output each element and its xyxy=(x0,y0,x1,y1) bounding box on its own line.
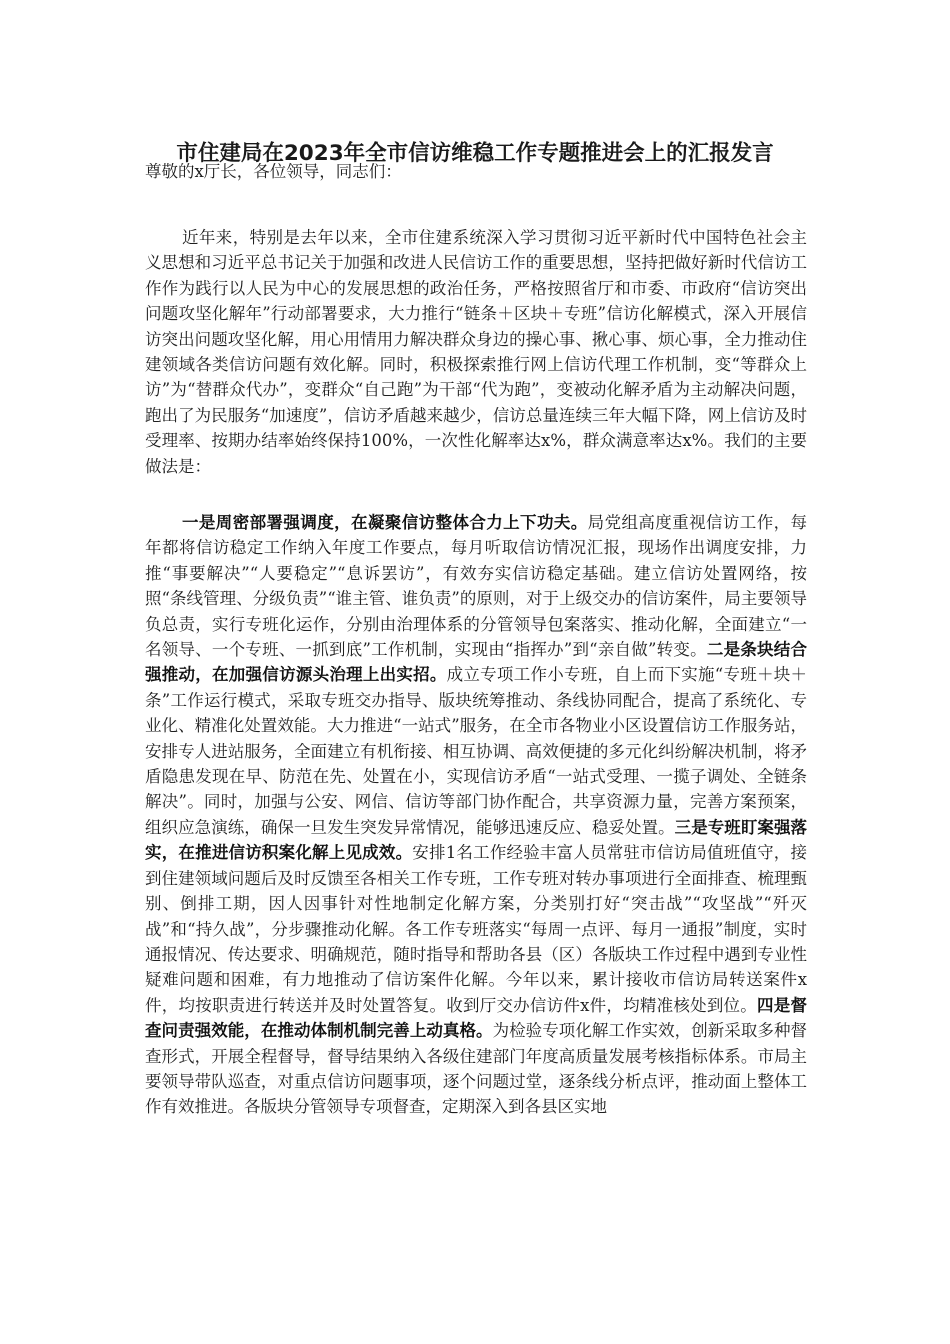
section-heading-3: 三是专班盯案强落实，在推进信访积案化解上见成效。 xyxy=(145,817,807,863)
document-title: 市住建局在2023年全市信访维稳工作专题推进会上的汇报发言 xyxy=(176,141,774,166)
section-heading-1: 一是周密部署强调度，在凝聚信访整体合力上下功夫。 xyxy=(182,513,588,532)
section-text-3: 安排1名工作经验丰富人员常驻市信访局值班值守，接到住建领域问题后及时反馈至各相关工作专班，工作专班对转办事项进行全面排查、梳理甄别、倒排工期，因人因事针对性地制定化解方案，分类别打好“突击战”“攻坚战”“歼灭战”和“持久战”，分步骤推动化解。各工作专班落实“每周一点评、每月一通报”制度，实时通报情况、传达要求、明确规范，随时指导和帮助各县（区）各版块工作过程中遇到专业性疑难问题和困难，有力地推动了信访案件化解。今年以来，累计接收市信访局转送案件x件，均按职责进行转送并及时处置答复。收到厅交办信访件x件，均精准核处到位。 xyxy=(145,843,808,1015)
section-heading-2: 二是条块结合强推动，在加强信访源头治理上出实招。 xyxy=(145,640,807,685)
measures-paragraph xyxy=(145,510,807,1120)
section-heading-4: 四是督查问责强效能，在推动体制机制完善上动真格。 xyxy=(145,995,808,1041)
section-text-2: 成立专项工作小专班，自上而下实施“专班＋块＋条”工作运行模式，采取专班交办指导、版块统筹推动、条线协同配合，提高了系统化、专业化、精准化处置效能。大力推进“一站式”服务，在全市各物业小区设置信访工作服务站，安排专人进站服务，全面建立有机衔接、相互协调、高效便捷的多元化纠纷解决机制，将矛盾隐患发现在早、防范在先、处置在小，实现信访矛盾“一站式受理、一揽子调处、全链条解决”。同时，加强与公安、网信、信访等部门协作配合，共享资源力量，完善方案预案，组织应急演练，确保一旦发生突发异常情况，能够迅速反应、稳妥处置。 xyxy=(145,665,808,837)
intro-paragraph: 近年来，特别是去年以来，全市住建系统深入学习贯彻习近平新时代中国特色社会主义思想和习近平总书记关于加强和改进人民信访工作的重要思想，坚持把做好新时代信访工作作为践行以人民为中心的发展思想的政治任务，严格按照省厅和市委、市政府“信访突出问题攻坚化解年”行动部署要求，大力推行“链条＋区块＋专班”信访化解模式，深入开展信访突出问题攻坚化解，用心用情用力解决群众身边的操心事、揪心事、烦心事，全力推动住建领域各类信访问题有效化解。同时，积极探索推行网上信访代理工作机制，变“等群众上访”为“替群众代办”，变群众“自己跑”为干部“代为跑”，变被动化解矛盾为主动解决问题，跑出了为民服务“加速度”，信访矛盾越来越少，信访总量连续三年大幅下降，网上信访及时受理率、按期办结率始终保持100%，一次性化解率达x%，群众满意率达x%。我们的主要做法是： xyxy=(145,228,807,476)
salutation: 尊敬的x厅长，各位领导，同志们： xyxy=(145,162,402,181)
section-text-4: 为检验专项化解工作实效，创新采取多种督查形式，开展全程督导，督导结果纳入各级住建部门年度高质量发展考核指标体系。市局主要领导带队巡查，对重点信访问题事项，逐个问题过堂，逐条线分析点评，推动面上整体工作有效推进。各版块分管领导专项督查，定期深入到各县区实地 xyxy=(145,1021,808,1117)
section-text-1: 局党组高度重视信访工作，每年都将信访稳定工作纳入年度工作要点，每月听取信访情况汇报，现场作出调度安排，力推“事要解决”“人要稳定”“息诉罢访”，有效夯实信访稳定基础。建立信访处置网络，按照“条线管理、分级负责”“谁主管、谁负责”的原则，对于上级交办的信访案件，局主要领导负总责，实行专班化运作，分别由治理体系的分管领导包案落实、推动化解，全面建立“一名领导、一个专班、一抓到底”工作机制，实现由“指挥办”到“亲自做”转变。 xyxy=(145,513,808,660)
